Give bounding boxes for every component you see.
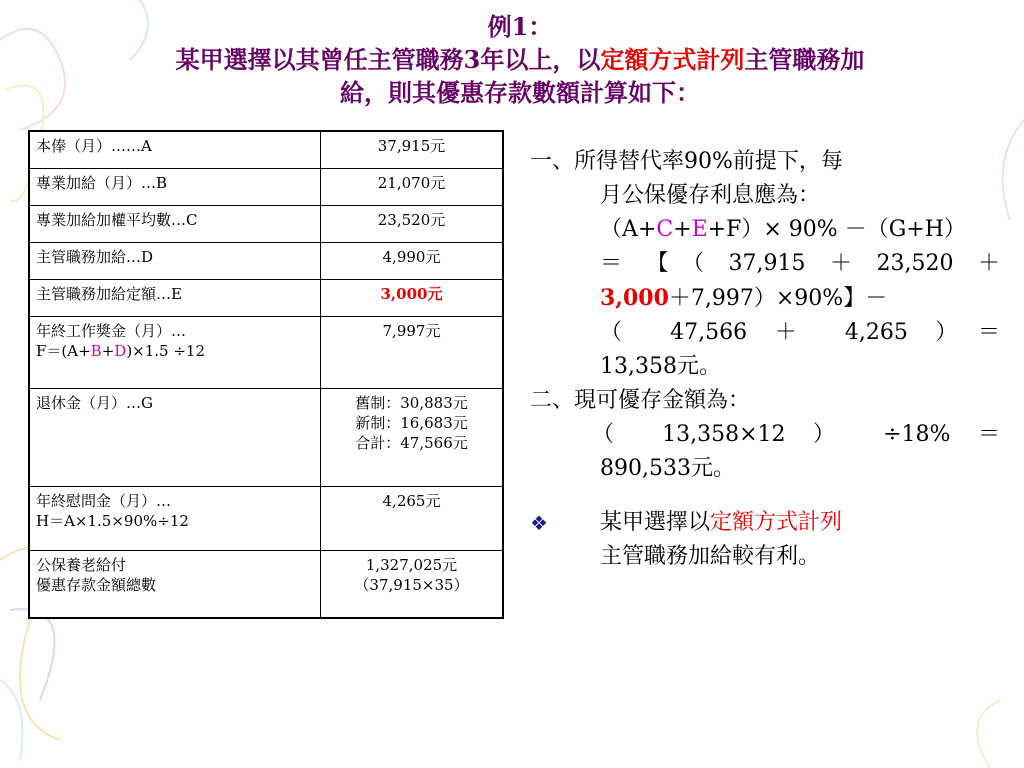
conclusion: ❖ 某甲選擇以定額方式計列 主管職務加給較有利。	[530, 506, 1000, 574]
formula-term-e: E	[691, 217, 708, 242]
point-one-line: 13,358元。	[600, 354, 721, 379]
row-label: 年終慰問金（月）… H＝A×1.5×90%÷12	[29, 486, 321, 550]
row-label: 專業加給加權平均數…C	[29, 205, 321, 242]
title-line-1: 例1：	[487, 12, 553, 41]
row-value: 舊制：30,883元 新制：16,683元 合計：47,566元	[321, 388, 504, 486]
diamond-bullet-icon: ❖	[530, 511, 548, 535]
row-label: 專業加給（月）…B	[29, 168, 321, 205]
row-label: 公保養老給付 優惠存款金額總數	[29, 550, 321, 618]
table-row	[29, 131, 503, 168]
formula-term-b: B	[90, 341, 102, 360]
salary-table	[28, 130, 504, 619]
calculation-panel	[530, 145, 1000, 574]
table-row	[29, 205, 503, 242]
row-label: 退休金（月）…G	[29, 388, 321, 486]
row-value: 37,915元	[321, 131, 504, 168]
formula-term-d: D	[114, 341, 127, 360]
point-two-line: 890,533元。	[600, 456, 735, 481]
highlight-value: 3,000	[600, 285, 669, 311]
table-row	[29, 486, 503, 550]
point-one-formula: （A+C+E+F）× 90% －（G+H）	[600, 217, 966, 242]
table-row	[29, 279, 503, 316]
point-two: 二、現可優存金額為：	[530, 388, 751, 413]
table-row	[29, 550, 503, 618]
row-label: 年終工作獎金（月）… F＝(A+B+D)×1.5 ÷12	[29, 316, 321, 388]
table-row	[29, 316, 503, 388]
row-value: 1,327,025元 （37,915×35）	[321, 550, 504, 618]
formula-term-c: C	[656, 217, 674, 242]
row-value-highlight: 3,000元	[321, 279, 504, 316]
row-value: 4,265元	[321, 486, 504, 550]
point-one-line: （ 47,566 ＋ 4,265 ）＝	[600, 320, 1000, 345]
point-one-line: 月公保優存利息應為：	[600, 183, 821, 208]
title-highlight: 定額方式計列	[600, 45, 745, 74]
row-label: 主管職務加給…D	[29, 242, 321, 279]
row-label: 主管職務加給定額…E	[29, 279, 321, 316]
point-one-line: ＝【（37,915＋23,520＋	[600, 251, 1000, 276]
point-two-line: （ 13,358×12 ） ÷18% ＝	[592, 422, 1000, 447]
row-value: 4,990元	[321, 242, 504, 279]
slide-title	[40, 10, 1000, 109]
row-value: 23,520元	[321, 205, 504, 242]
point-one-line: 3,000＋7,997）×90%】－	[600, 285, 888, 311]
title-line-3: 給，則其優惠存款數額計算如下：	[340, 78, 700, 107]
table-row	[29, 388, 503, 486]
title-line-2: 某甲選擇以其曾任主管職務3年以上，以定額方式計列主管職務加	[175, 45, 865, 74]
table-row	[29, 242, 503, 279]
point-one: 一、所得替代率90%前提下，每	[530, 149, 843, 174]
row-value: 7,997元	[321, 316, 504, 388]
conclusion-highlight: 定額方式計列	[710, 510, 843, 535]
table-row	[29, 168, 503, 205]
row-value: 21,070元	[321, 168, 504, 205]
row-label: 本俸（月）……A	[29, 131, 321, 168]
